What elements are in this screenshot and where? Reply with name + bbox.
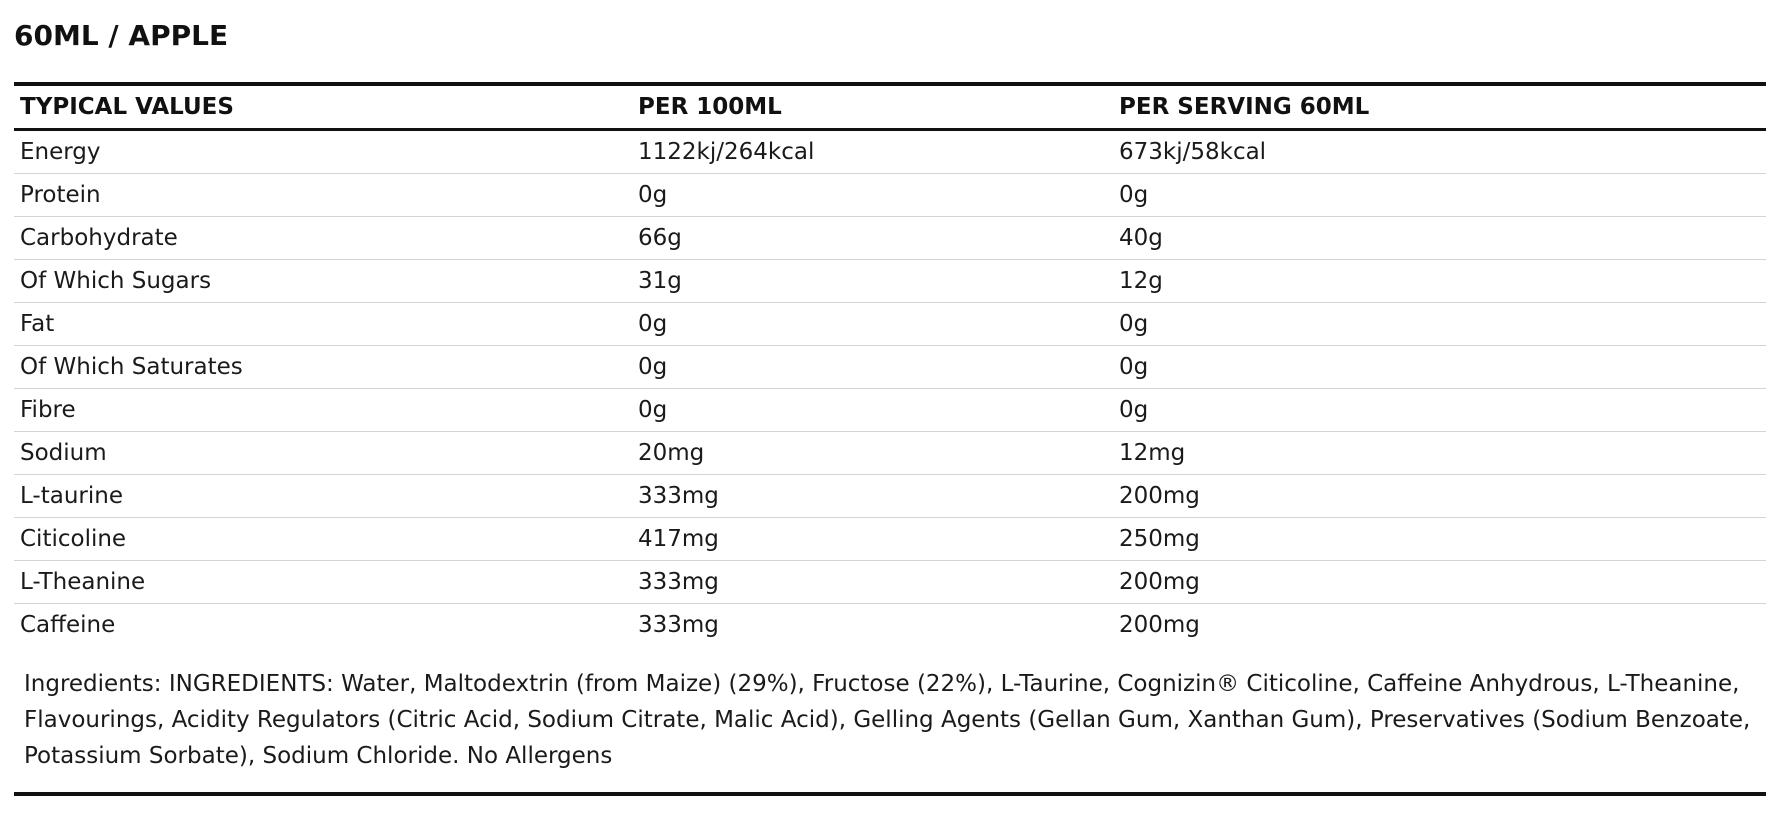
table-row	[14, 518, 1766, 561]
nutrient-name: Carbohydrate	[14, 217, 632, 260]
value-per-100ml: 417mg	[632, 518, 1113, 561]
value-per-serving: 250mg	[1113, 518, 1766, 561]
table-row	[14, 303, 1766, 346]
header-per-serving: PER SERVING 60ML	[1113, 84, 1766, 130]
nutrient-name: Caffeine	[20, 612, 116, 638]
value-per-100ml: 0g	[632, 174, 1113, 217]
header-per-100ml: PER 100ML	[632, 84, 1113, 130]
table-row	[14, 217, 1766, 260]
value-per-100ml: 31g	[632, 260, 1113, 303]
table-row	[14, 432, 1766, 475]
value-per-serving: 673kj/58kcal	[1113, 130, 1766, 174]
table-header-row	[14, 84, 1766, 130]
value-per-100ml: 0g	[632, 346, 1113, 389]
value-per-serving: 12mg	[1113, 432, 1766, 475]
value-per-serving: 0g	[1113, 389, 1766, 432]
table-row	[14, 389, 1766, 432]
value-per-100ml: 20mg	[632, 432, 1113, 475]
table-row	[14, 346, 1766, 389]
nutrient-name: L-taurine	[14, 475, 632, 518]
table-row	[14, 604, 1766, 647]
value-per-serving: 12g	[1113, 260, 1766, 303]
table-row	[14, 130, 1766, 174]
nutrient-name: Fat	[14, 303, 632, 346]
value-per-100ml: 333mg	[632, 561, 1113, 604]
header-typical-values: TYPICAL VALUES	[14, 84, 632, 130]
nutrition-table	[14, 82, 1766, 646]
table-row	[14, 260, 1766, 303]
nutrient-name: Fibre	[14, 389, 632, 432]
value-per-serving: 0g	[1113, 303, 1766, 346]
product-variant-title: 60ML / APPLE	[14, 19, 229, 52]
value-per-100ml: 66g	[632, 217, 1113, 260]
value-per-serving: 0g	[1113, 346, 1766, 389]
value-per-serving: 0g	[1113, 174, 1766, 217]
value-per-100ml: 0g	[632, 303, 1113, 346]
table-row	[14, 174, 1766, 217]
ingredients-text: Ingredients: INGREDIENTS: Water, Maltodextrin (from Maize) (29%), Fructose (22%), L-Taurine, Cognizin® Citicoline, Caffeine Anhydrous, L-Theanine, Flavourings, Acidity Regulators (Citric Acid, Sodium Citrate, Malic Acid), Gelling Agents (Gellan Gum, Xanthan Gum), Preservatives (Sodium Benzoate, Potassium Sorbate), Sodium Chloride. No Allergens	[24, 671, 1751, 769]
nutrient-name: Of Which Saturates	[14, 346, 632, 389]
nutrient-name: Energy	[14, 130, 632, 174]
table-row	[14, 561, 1766, 604]
nutrient-name: Protein	[14, 174, 632, 217]
value-per-100ml: 333mg	[638, 612, 719, 638]
nutrient-name: Sodium	[14, 432, 632, 475]
table-row	[14, 475, 1766, 518]
value-per-serving: 40g	[1113, 217, 1766, 260]
value-per-serving: 200mg	[1113, 561, 1766, 604]
nutrient-name: Of Which Sugars	[14, 260, 632, 303]
nutrient-name: Citicoline	[14, 518, 632, 561]
value-per-100ml: 1122kj/264kcal	[632, 130, 1113, 174]
value-per-serving: 200mg	[1119, 612, 1200, 638]
value-per-100ml: 333mg	[632, 475, 1113, 518]
bottom-divider	[14, 792, 1766, 796]
value-per-100ml: 0g	[632, 389, 1113, 432]
value-per-serving: 200mg	[1113, 475, 1766, 518]
nutrient-name: L-Theanine	[14, 561, 632, 604]
